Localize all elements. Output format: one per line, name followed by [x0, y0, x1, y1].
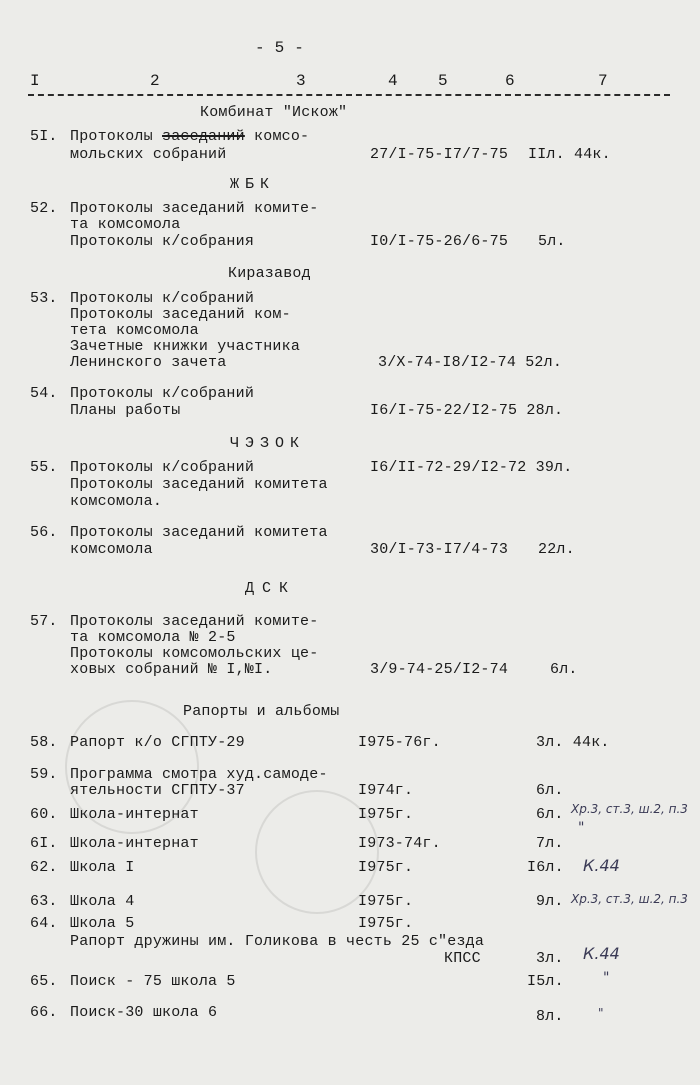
row-title: Протоколы заседаний ком- [70, 306, 291, 323]
section-heading: ДСК [245, 580, 297, 597]
row-dates: I975-76г. [358, 734, 441, 751]
row-title: комсомола [70, 541, 153, 558]
section-heading: Киразавод [228, 265, 311, 282]
row-title: Школа 5 [70, 915, 135, 932]
row-title: Школа 4 [70, 893, 135, 910]
handwritten-note: " [598, 1006, 604, 1020]
handwritten-note: Хр.3, ст.3, ш.2, п.3 [571, 892, 688, 906]
handwritten-note: Хр.3, ст.3, ш.2, п.3 [571, 802, 688, 816]
handwritten-note: К.44 [583, 944, 620, 963]
handwritten-note: " [603, 970, 610, 986]
row-number: 59. [30, 766, 58, 783]
column-number-6: 6 [505, 72, 515, 90]
column-number-2: 2 [150, 72, 160, 90]
column-number-5: 5 [438, 72, 448, 90]
row-title: тета комсомола [70, 322, 199, 339]
row-sheets: 3л. 44к. [536, 734, 610, 751]
row-dates: I975г. [358, 806, 414, 823]
row-number: 6I. [30, 835, 58, 852]
row-sheets: 5л. [538, 233, 566, 250]
row-sheets: 9л. [536, 893, 564, 910]
row-title: Поиск-30 школа 6 [70, 1004, 218, 1021]
row-number: 64. [30, 915, 58, 932]
row-title: Протоколы заседаний комитета [70, 524, 328, 541]
row-number: 57. [30, 613, 58, 630]
row-number: 53. [30, 290, 58, 307]
row-number: 63. [30, 893, 58, 910]
row-dates: I974г. [358, 782, 414, 799]
row-sheets: 7л. [536, 835, 564, 852]
row-number: 55. [30, 459, 58, 476]
row-title: Рапорт к/о СГПТУ-29 [70, 734, 245, 751]
row-dates: 30/I-73-I7/4-73 [370, 541, 509, 558]
row-sheets: 22л. [538, 541, 575, 558]
row-number: 58. [30, 734, 58, 751]
row-title: комсомола. [70, 493, 163, 510]
row-number: 52. [30, 200, 58, 217]
row-sheets: IIл. 44к. [528, 146, 611, 163]
row-dates: 3/X-74-I8/I2-74 52л. [378, 354, 563, 371]
row-title: Школа-интернат [70, 835, 199, 852]
row-title: Протоколы к/собрания [70, 233, 255, 250]
row-title: Планы работы [70, 402, 181, 419]
row-title: Протоколы комсомольских це- [70, 645, 319, 662]
row-title-part: комсо- [244, 128, 310, 145]
column-number-1: I [30, 72, 40, 90]
section-heading: ЧЭЗОК [230, 435, 306, 452]
row-title: Ленинского зачета [70, 354, 227, 371]
row-dates: I6/I-75-22/I2-75 28л. [370, 402, 564, 419]
section-heading: Комбинат "Искож" [200, 104, 348, 121]
row-title: Протоколы к/собраний [70, 459, 255, 476]
row-sheets: 8л. [536, 1008, 564, 1025]
row-title: Школа-интернат [70, 806, 199, 823]
row-sheets: I5л. [527, 973, 564, 990]
row-number: 56. [30, 524, 58, 541]
row-sheets: 6л. [550, 661, 578, 678]
row-dates: I975г. [358, 893, 414, 910]
row-dates: I975г. [358, 915, 414, 932]
row-sheets: I6л. [527, 859, 564, 876]
row-title: Протоколы заседаний комите- [70, 200, 319, 217]
row-title-part: Протоколы [70, 128, 163, 145]
row-title: та комсомола № 2-5 [70, 629, 236, 646]
row-title: та комсомола [70, 216, 181, 233]
section-heading: Рапорты и альбомы [183, 703, 340, 720]
row-number: 66. [30, 1004, 58, 1021]
row-dates: 27/I-75-I7/7-75 [370, 146, 509, 163]
header-rule [28, 94, 670, 96]
row-title: Протоколы заседаний комите- [70, 613, 319, 630]
row-number: 65. [30, 973, 58, 990]
struck-word: заседаний [162, 128, 245, 145]
page-number: - 5 - [255, 39, 305, 57]
row-title: Протоколы к/собраний [70, 290, 255, 307]
row-number: 62. [30, 859, 58, 876]
row-title: Школа I [70, 859, 135, 876]
row-number: 60. [30, 806, 58, 823]
handwritten-note: К.44 [583, 856, 620, 875]
row-dates: I0/I-75-26/6-75 [370, 233, 509, 250]
row-title: КПСС [444, 950, 481, 967]
row-title: ховых собраний № I,№I. [70, 661, 273, 678]
column-number-7: 7 [598, 72, 608, 90]
row-title [70, 128, 309, 145]
row-title: Протоколы заседаний комитета [70, 476, 328, 493]
row-sheets: 3л. [536, 950, 564, 967]
row-title: Протоколы к/собраний [70, 385, 255, 402]
row-title: Поиск - 75 школа 5 [70, 973, 236, 990]
row-sheets: 6л. [536, 806, 564, 823]
row-title: Рапорт дружины им. Голикова в честь 25 с"езда [70, 933, 485, 950]
row-title: Программа смотра худ.самоде- [70, 766, 328, 783]
row-sheets: 6л. [536, 782, 564, 799]
row-number: 54. [30, 385, 58, 402]
row-dates: I975г. [358, 859, 414, 876]
row-dates: I973-74г. [358, 835, 441, 852]
column-number-4: 4 [388, 72, 398, 90]
row-dates: 3/9-74-25/I2-74 [370, 661, 509, 678]
column-number-3: 3 [296, 72, 306, 90]
row-title: Зачетные книжки участника [70, 338, 301, 355]
row-title: мольских собраний [70, 146, 227, 163]
handwritten-note: " [578, 820, 585, 836]
row-number: 5I. [30, 128, 58, 145]
section-heading: ЖБК [230, 176, 276, 193]
row-title: ятельности СГПТУ-37 [70, 782, 245, 799]
row-dates: I6/II-72-29/I2-72 39л. [370, 459, 573, 476]
